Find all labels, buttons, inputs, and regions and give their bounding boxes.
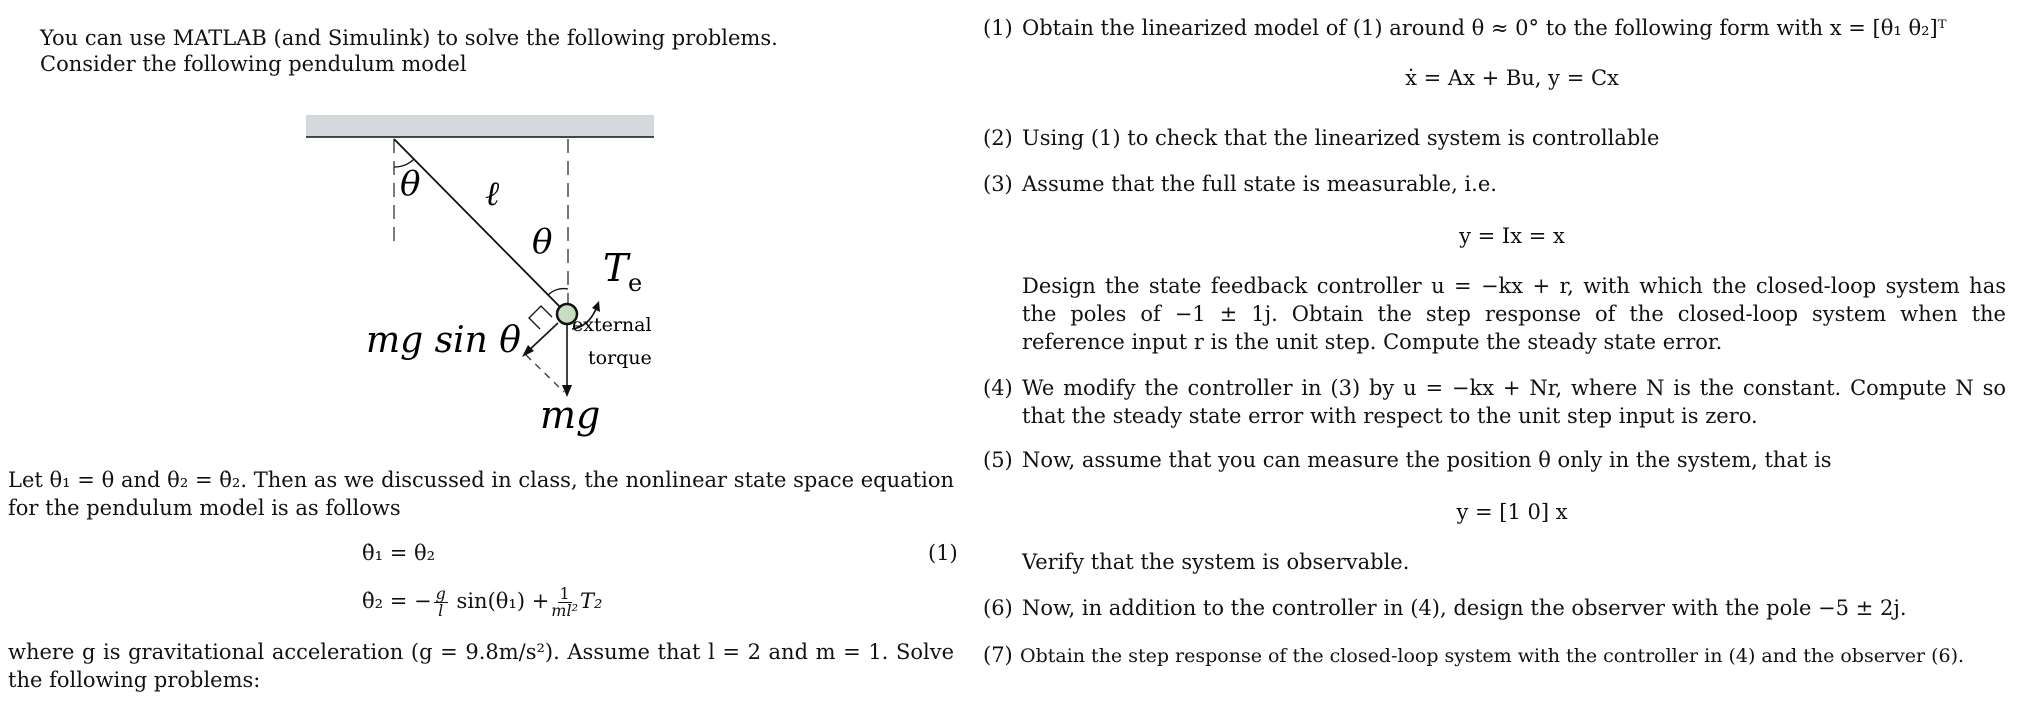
mg-label: mg <box>540 393 601 437</box>
problem-7-text: Obtain the step response of the closed-loop system with the controller in (4) and the observer (6). <box>1020 645 1965 667</box>
length-label: ℓ <box>485 174 500 214</box>
equation-number: (1) <box>928 541 958 565</box>
problem-1-equation: ẋ = Ax + Bu, y = Cx <box>1405 66 1619 90</box>
problem-4-text: We modify the controller in (3) by u = −kx + Nr, where N is the constant. Compute N so that the steady state error with respect to the unit step input is zero. <box>1022 376 2006 428</box>
torque-label: torque <box>588 347 652 369</box>
problem-5-equation: y = [1 0] x <box>1456 500 1568 524</box>
problem-5-number: (5) <box>983 448 1013 472</box>
one-over-ml2 <box>551 586 578 619</box>
eq2-mid: sin(θ₁) + <box>456 589 550 613</box>
problem-4-number: (4) <box>983 376 1013 400</box>
state-equation-1: θ̇₁ = θ₂ <box>362 541 436 565</box>
problem-7-number: (7) <box>983 643 1013 667</box>
problem-2-text: Using (1) to check that the linearized system is controllable <box>1022 126 1660 150</box>
frac-num: 1 <box>559 584 570 603</box>
theta-mass-label: θ <box>532 222 553 262</box>
frac-den: l <box>438 601 444 620</box>
problem-1-text: Obtain the linearized model of (1) around θ ≈ 0° to the following form with x = [θ₁ θ₂]ᵀ <box>1022 16 1947 40</box>
let-paragraph: Let θ₁ = θ and θ₂ = θ̇₂. Then as we discussed in class, the nonlinear state space equation for the pendulum model is as follows <box>8 468 954 520</box>
pendulum-diagram <box>300 105 700 450</box>
state-equation-2 <box>362 586 602 619</box>
g-over-l <box>434 586 448 619</box>
problem-6-number: (6) <box>983 596 1013 620</box>
torque-subscript: e <box>628 269 643 297</box>
torque-symbol: T <box>603 246 629 290</box>
intro-line-1: You can use MATLAB (and Simulink) to solve the following problems. <box>40 26 778 50</box>
external-label: external <box>572 314 652 336</box>
problem-1-number: (1) <box>983 16 1013 40</box>
intro-line-2: Consider the following pendulum model <box>40 52 467 76</box>
theta-pivot-label: θ <box>400 164 421 204</box>
mg-sin-label: mg sin θ <box>366 320 521 361</box>
problem-3-number: (3) <box>983 172 1013 196</box>
frac-den: ml² <box>551 601 578 620</box>
problem-3-equation: y = Ix = x <box>1459 224 1565 248</box>
problem-3-text: Assume that the full state is measurable, i.e. <box>1022 172 1497 196</box>
problem-2-number: (2) <box>983 126 1013 150</box>
problem-3-paragraph: Design the state feedback controller u = −kx + r, with which the closed-loop system has the poles of −1 ± 1j. Obtain the step response of the closed-loop system when the reference input r is the unit step. Compute the steady state error. <box>1022 274 2006 354</box>
frac-num: g <box>435 584 446 603</box>
problem-5-verify: Verify that the system is observable. <box>1022 550 1410 574</box>
where-paragraph: where g is gravitational acceleration (g = 9.8m/s²). Assume that l = 2 and m = 1. Solve the following problems: <box>8 640 954 692</box>
eq2-lhs: θ̇₂ = − <box>362 589 432 613</box>
problem-5-text: Now, assume that you can measure the position θ only in the system, that is <box>1022 448 1832 472</box>
eq2-tail: T₂ <box>580 589 603 613</box>
ceiling <box>306 115 654 137</box>
problem-6-text: Now, in addition to the controller in (4), design the observer with the pole −5 ± 2j. <box>1022 596 1907 620</box>
